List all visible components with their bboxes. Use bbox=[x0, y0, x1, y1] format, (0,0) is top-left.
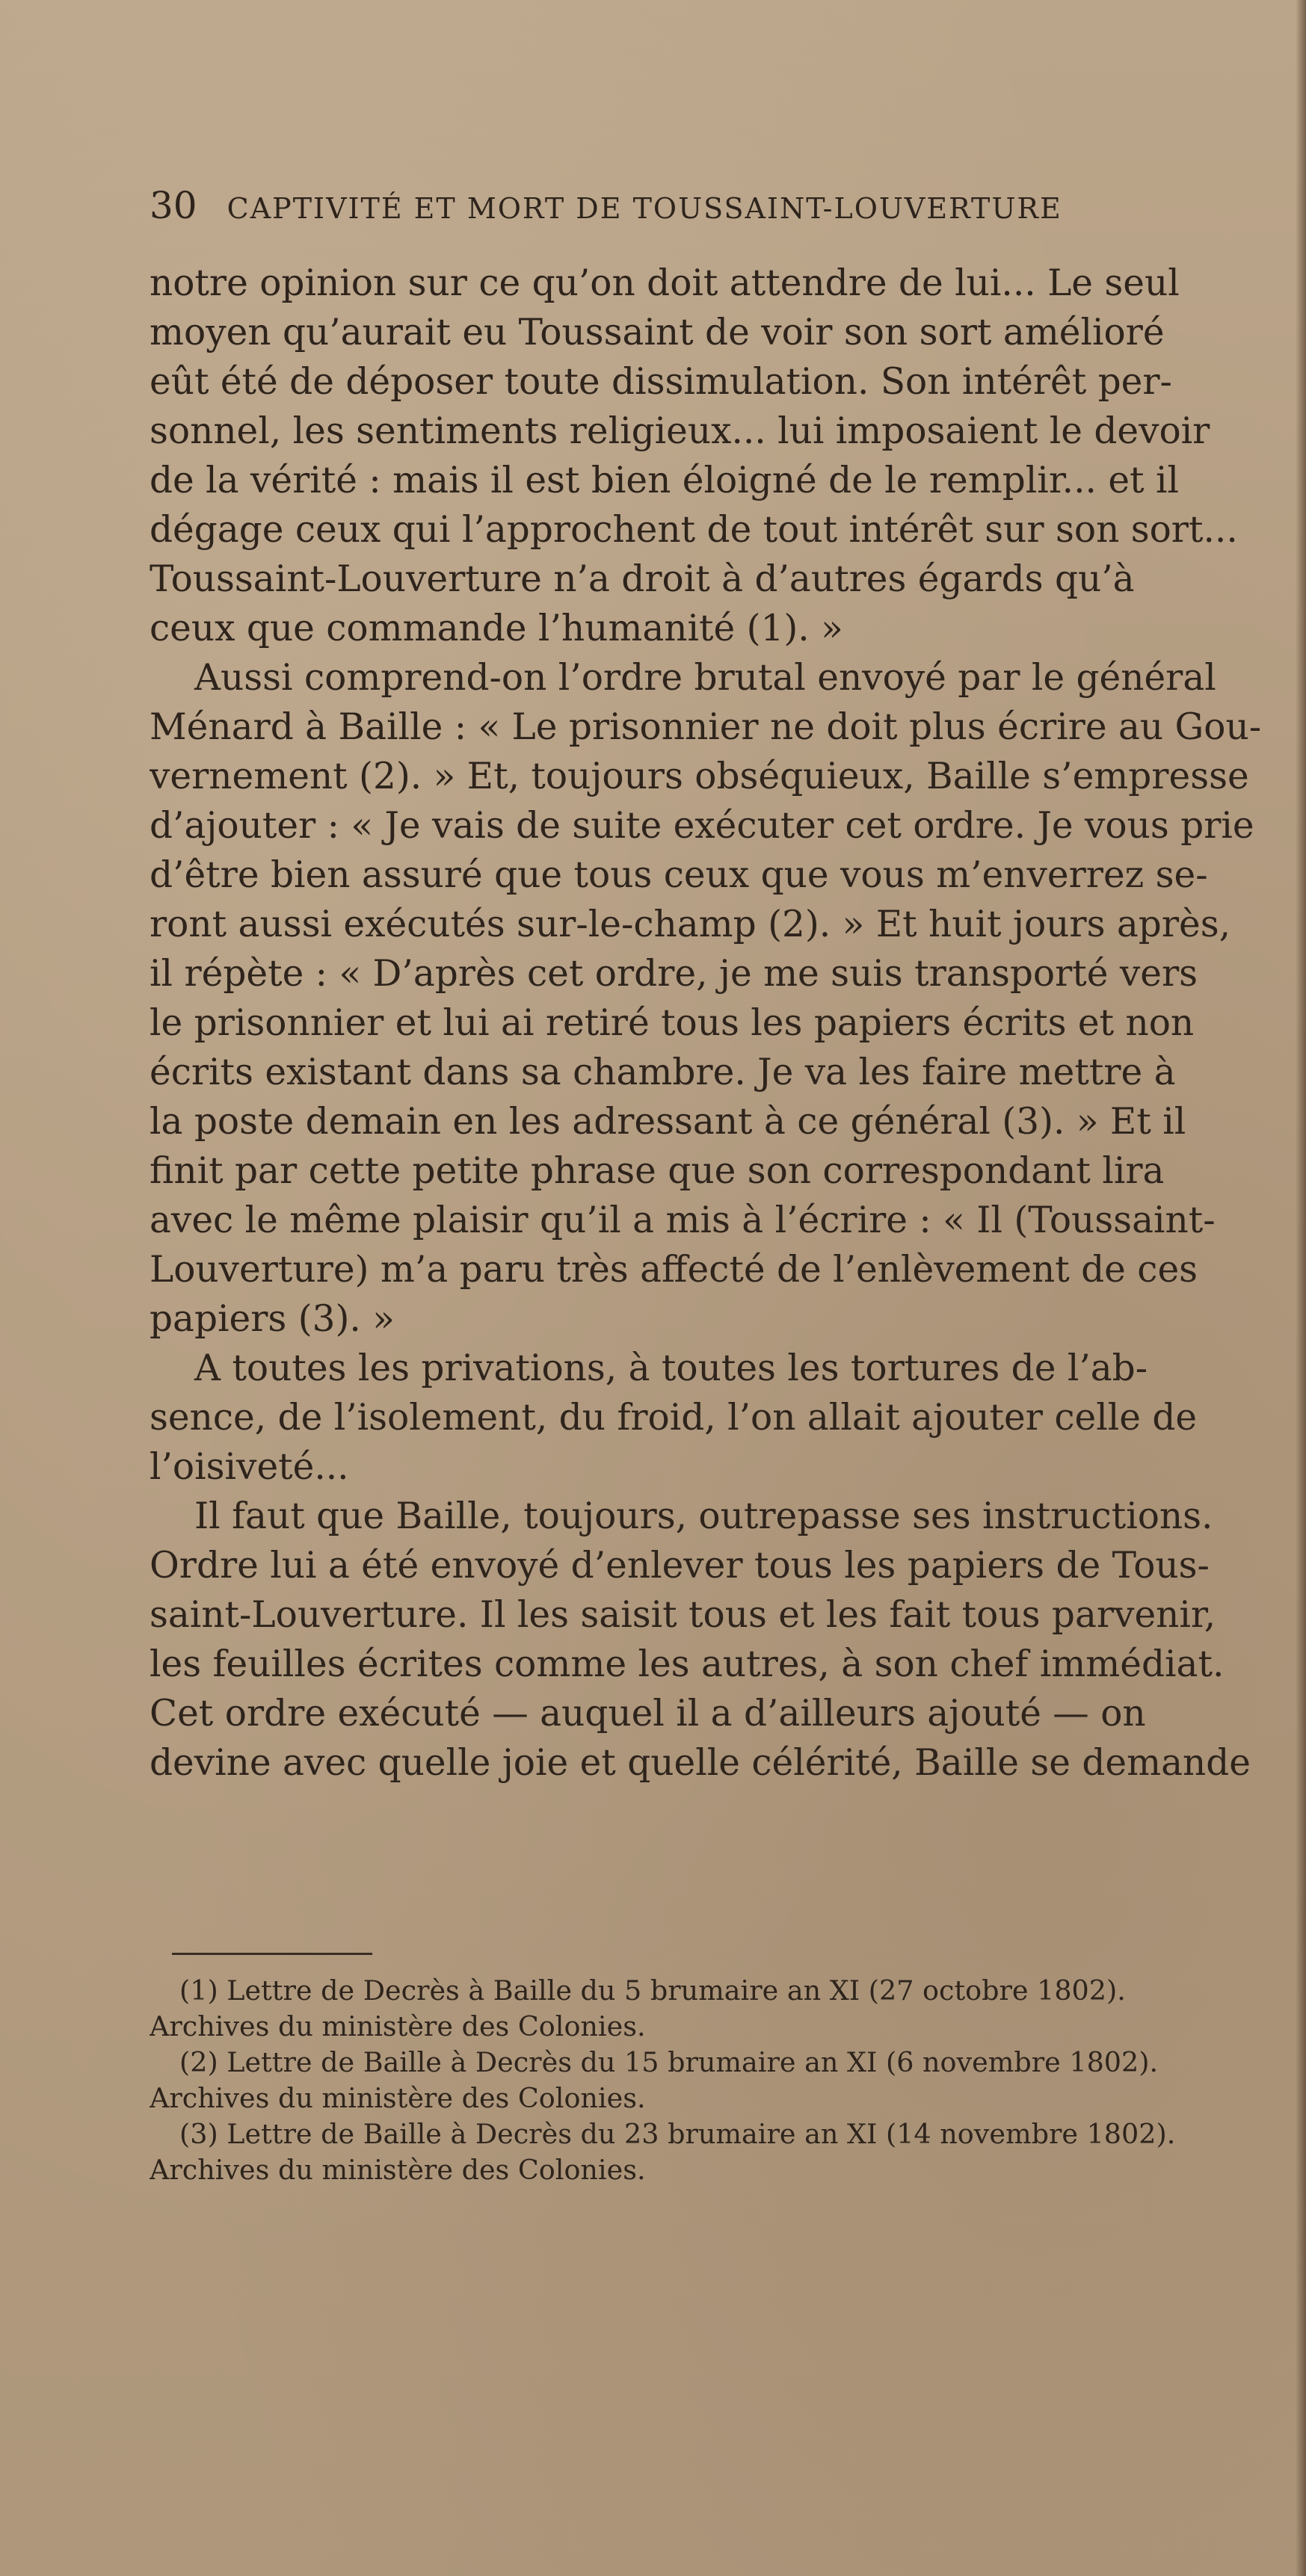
text-line: Louverture) m’a paru très affecté de l’enlèvement de ces bbox=[150, 1249, 1198, 1291]
text-line: il répète : « D’après cet ordre, je me suis transporté vers bbox=[150, 953, 1198, 995]
footnote-line: Archives du ministère des Colonies. bbox=[150, 2010, 646, 2042]
text-line: ceux que commande l’humanité (1). » bbox=[150, 608, 843, 649]
text-line: avec le même plaisir qu’il a mis à l’écrire : « Il (Toussaint- bbox=[150, 1199, 1216, 1241]
footnote-line: Archives du ministère des Colonies. bbox=[150, 2154, 646, 2186]
footnote-line: (3) Lettre de Baille à Decrès du 23 brumaire an XI (14 novembre 1802). bbox=[179, 2118, 1176, 2150]
text-line: finit par cette petite phrase que son correspondant lira bbox=[150, 1150, 1165, 1192]
text-line: sence, de l’isolement, du froid, l’on allait ajouter celle de bbox=[150, 1397, 1198, 1439]
footnote-line: Archives du ministère des Colonies. bbox=[150, 2082, 646, 2114]
text-line: ront aussi exécutés sur-le-champ (2). » Et huit jours après, bbox=[150, 904, 1231, 945]
text-line: saint-Louverture. Il les saisit tous et les fait tous parvenir, bbox=[150, 1594, 1216, 1636]
text-line: Il faut que Baille, toujours, outrepasse ses instructions. bbox=[194, 1495, 1213, 1537]
text-line: la poste demain en les adressant à ce général (3). » Et il bbox=[150, 1101, 1186, 1143]
text-line: moyen qu’aurait eu Toussaint de voir son sort amélioré bbox=[150, 312, 1165, 353]
text-line: écrits existant dans sa chambre. Je va les faire mettre à bbox=[150, 1051, 1176, 1093]
text-line: Toussaint-Louverture n’a droit à d’autres égards qu’à bbox=[150, 558, 1135, 600]
text-line: devine avec quelle joie et quelle célérité, Baille se demande bbox=[150, 1742, 1251, 1784]
text-line: eût été de déposer toute dissimulation. Son intérêt per- bbox=[150, 361, 1172, 403]
text-line: sonnel, les sentiments religieux... lui imposaient le devoir bbox=[150, 410, 1210, 452]
footnote-line: (1) Lettre de Decrès à Baille du 5 brumaire an XI (27 octobre 1802). bbox=[179, 1974, 1126, 2007]
text-line: vernement (2). » Et, toujours obséquieux, Baille s’empresse bbox=[150, 756, 1249, 797]
text-line: l’oisiveté... bbox=[150, 1446, 349, 1488]
text-line: Aussi comprend-on l’ordre brutal envoyé par le général bbox=[194, 657, 1216, 699]
page-header bbox=[150, 184, 1226, 229]
body-text bbox=[150, 259, 1305, 1788]
footnotes bbox=[150, 1973, 1305, 2188]
text-line: A toutes les privations, à toutes les tortures de l’ab- bbox=[194, 1347, 1148, 1389]
text-line: de la vérité : mais il est bien éloigné de le remplir... et il bbox=[150, 460, 1179, 501]
text-line: Ordre lui a été envoyé d’enlever tous les papiers de Tous- bbox=[150, 1545, 1210, 1587]
running-title: CAPTIVITÉ ET MORT DE TOUSSAINT-LOUVERTURE bbox=[227, 192, 1062, 225]
text-line: Ménard à Baille : « Le prisonnier ne doit plus écrire au Gou- bbox=[150, 706, 1262, 748]
text-line: le prisonnier et lui ai retiré tous les papiers écrits et non bbox=[150, 1002, 1195, 1044]
text-line: d’ajouter : « Je vais de suite exécuter cet ordre. Je vous prie bbox=[150, 805, 1254, 847]
page-number: 30 bbox=[150, 184, 197, 227]
text-line: les feuilles écrites comme les autres, à son chef immédiat. bbox=[150, 1643, 1225, 1685]
text-line: papiers (3). » bbox=[150, 1298, 395, 1340]
footnote-line: (2) Lettre de Baille à Decrès du 15 brumaire an XI (6 novembre 1802). bbox=[179, 2046, 1159, 2078]
text-line: d’être bien assuré que tous ceux que vous m’enverrez se- bbox=[150, 854, 1208, 896]
text-line: dégage ceux qui l’approchent de tout intérêt sur son sort... bbox=[150, 509, 1238, 551]
text-line: Cet ordre exécuté — auquel il a d’ailleurs ajouté — on bbox=[150, 1693, 1146, 1735]
footnote-divider bbox=[172, 1953, 372, 1955]
text-line: notre opinion sur ce qu’on doit attendre de lui... Le seul bbox=[150, 262, 1180, 304]
